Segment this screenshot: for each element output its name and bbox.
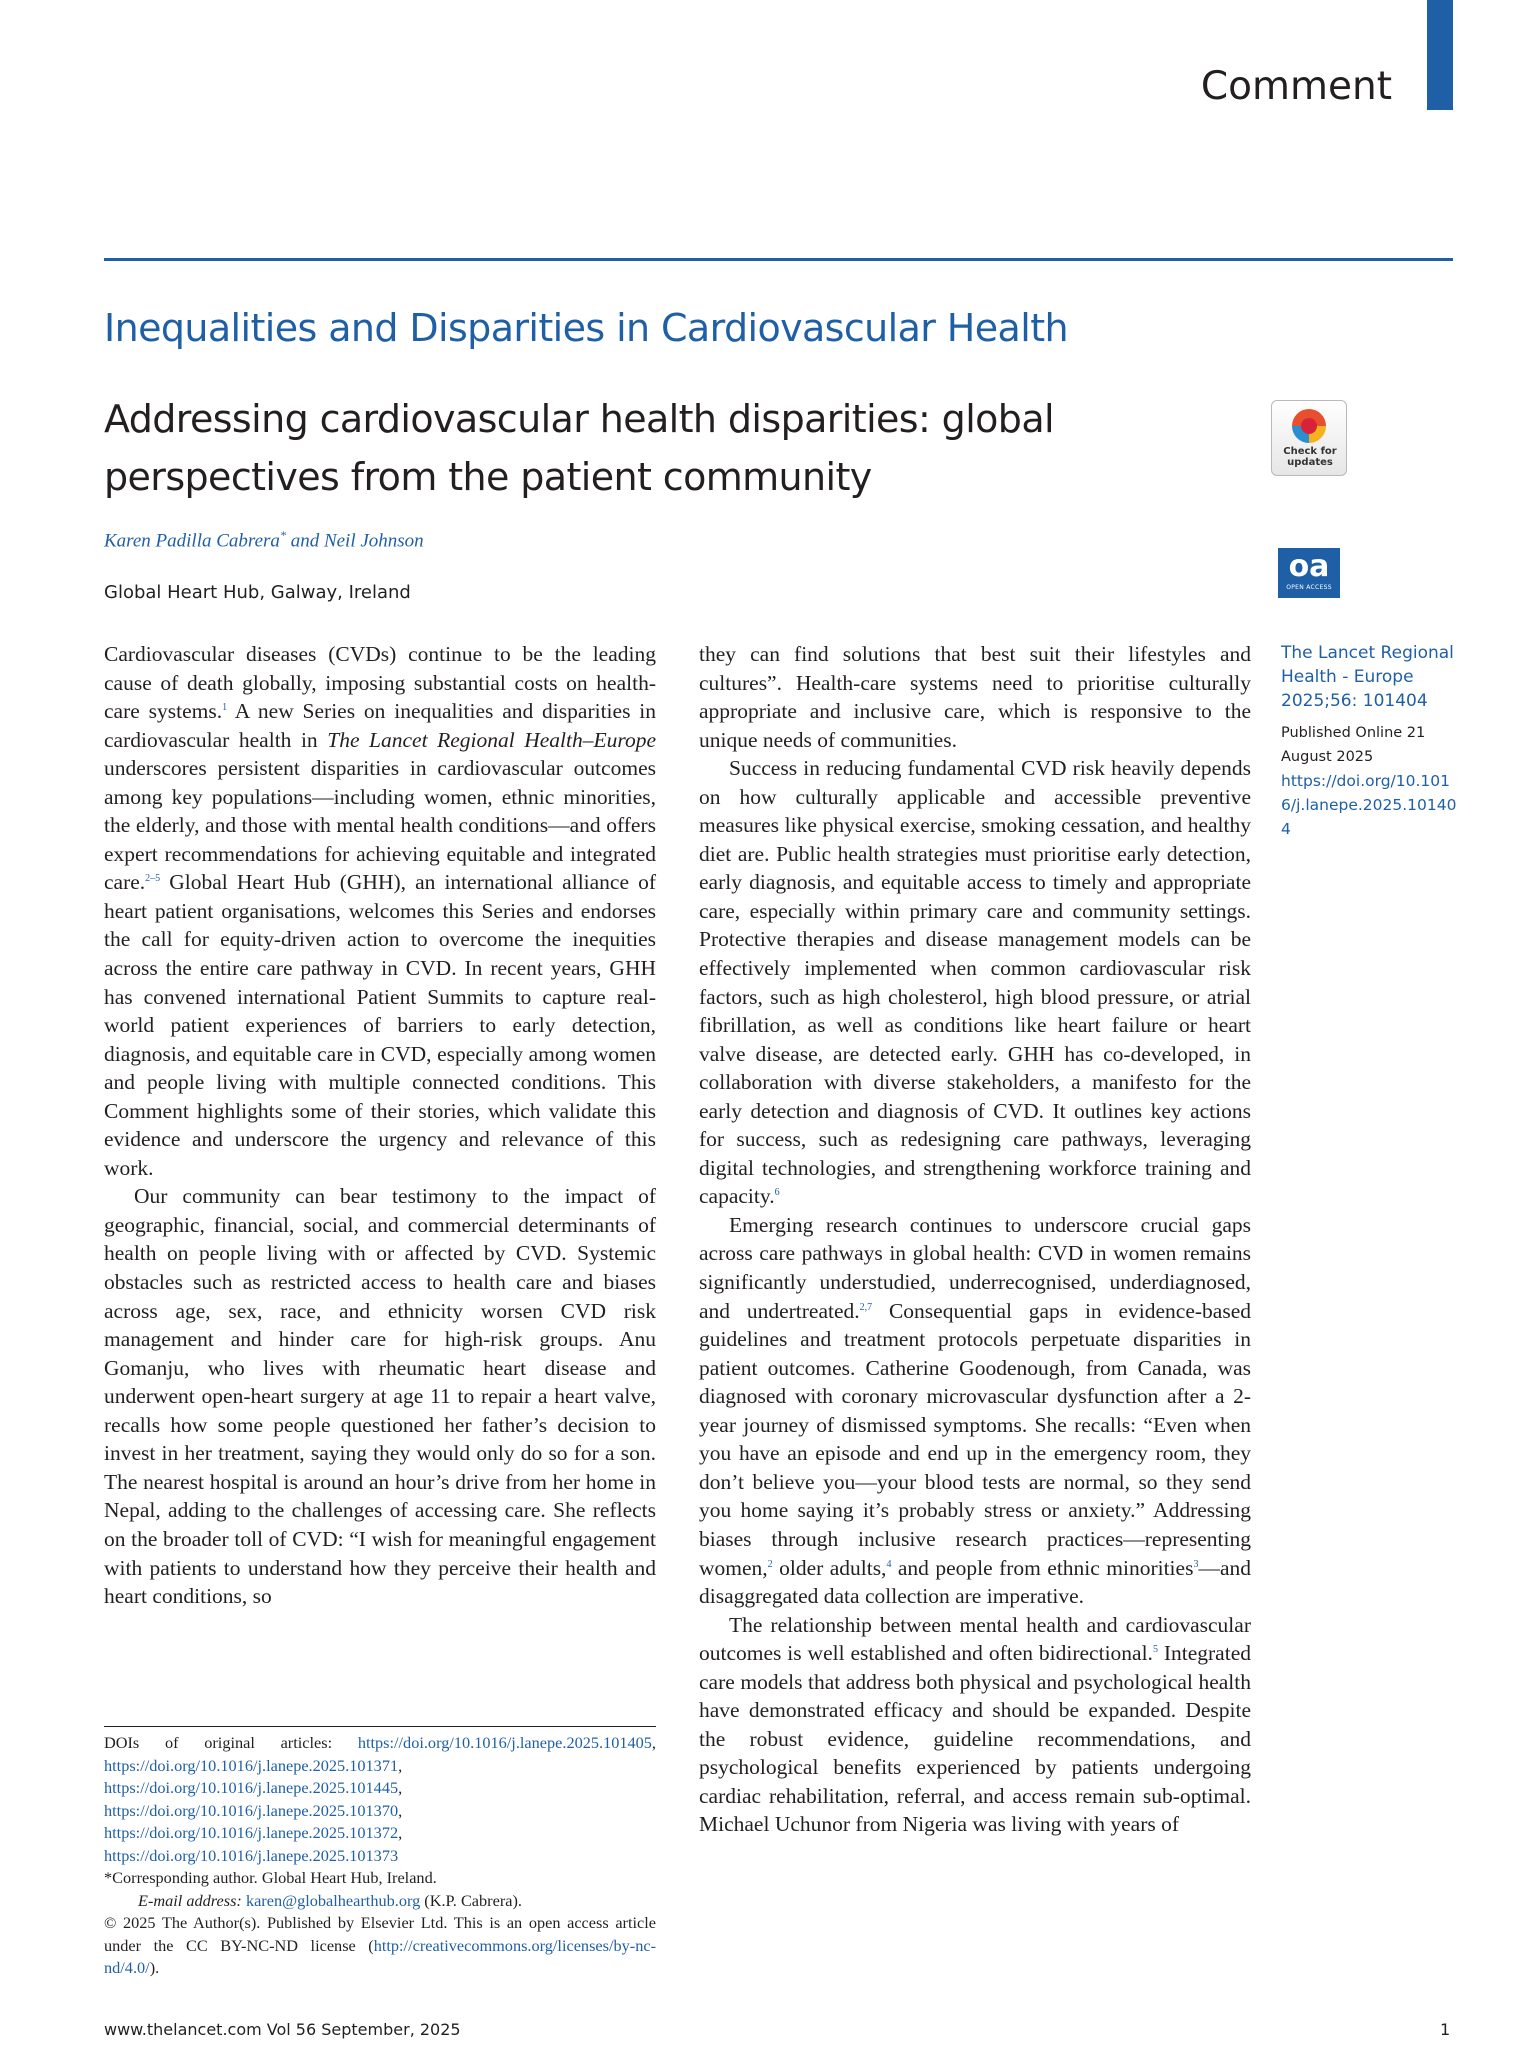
- corresponding-author-note: *Corresponding author. Global Heart Hub, Ireland.: [104, 1868, 437, 1887]
- body-text: older adults,: [772, 1555, 887, 1580]
- author-name[interactable]: Karen Padilla Cabrera: [104, 530, 280, 552]
- doi-link[interactable]: https://doi.org/10.1016/j.lanepe.2025.101371: [104, 1755, 399, 1775]
- oa-logo-text: oa: [1288, 549, 1330, 584]
- crossmark-label: Check for updates: [1283, 446, 1337, 468]
- body-text: Consequential gaps in evidence-based guidelines and treatment protocols perpetuate disparities in patient outcomes. Catherine Goodenough, from Canada, was diagnosed with coronary microvascular dysfunction after a 2-year journey of dismissed symptoms. She recalls: “Even when you have an episode and end up in the emergency room, they don’t believe you—your blood tests are normal, so they send you home saying it’s probably stress or anxiety.” Addressing biases through inclusive research practices—representing women,: [699, 1298, 1251, 1580]
- doi-footnote-label: DOIs of original articles:: [104, 1733, 358, 1752]
- author-list[interactable]: [104, 528, 424, 552]
- journal-citation: The Lancet Regional Health - Europe 2025;56: 101404: [1281, 643, 1454, 711]
- body-text: Emerging research continues to underscore crucial gaps across care pathways in global health: CVD in women remains significantly understudied, underrecognised, underdiagnosed, and undertreated.: [699, 1212, 1251, 1323]
- body-text: Global Heart Hub (GHH), an international alliance of heart patient organisations, welcomes this Series and endorses the call for equity-driven action to overcome the inequities across the entire care pathway in CVD. In recent years, GHH has convened international Patient Summits to capture real-world patient experiences of barriers to early detection, diagnosis, and equitable care in CVD, especially among women and people living with multiple connected conditions. This Comment highlights some of their stories, which validate this evidence and underscore the urgency and relevance of this work.: [104, 870, 656, 1180]
- body-text: Our community can bear testimony to the impact of geographic, financial, social, and commercial determinants of health on people living with or affected by CVD. Systemic obstacles such as restricted access to health care and biases across age, sex, race, and ethnicity worsen CVD risk management and hinder care for high-risk groups. Anu Gomanju, who lives with rheumatic heart disease and underwent open-heart surgery at age 11 to repair a heart valve, recalls how some people questioned her father’s decision to invest in her treatment, saying they would only do so for a son. The nearest hospital is around an hour’s drive from her home in Nepal, adding to the challenges of accessing care. She reflects on the broader toll of CVD: “I wish for meaningful engagement with patients to understand how they perceive their health and heart conditions, so: [104, 1184, 656, 1609]
- body-text: The relationship between mental health and cardiovascular outcomes is well established and often bidirectional.: [699, 1612, 1251, 1666]
- open-access-icon: [1278, 548, 1340, 598]
- footnotes: [104, 1732, 656, 1980]
- body-column-right: [699, 640, 1251, 1839]
- page-number: 1: [1440, 2020, 1451, 2039]
- reference-marker[interactable]: 2: [767, 1558, 773, 1570]
- license-note: [104, 1912, 656, 1980]
- affiliation: Global Heart Hub, Galway, Ireland: [104, 582, 411, 603]
- email-link[interactable]: karen@globalhearthub.org: [245, 1890, 421, 1910]
- body-text: —and disaggregated data collection are imperative.: [699, 1555, 1251, 1609]
- reference-marker[interactable]: 2–5: [145, 873, 161, 885]
- body-column-left: [104, 640, 656, 1611]
- license-end: ).: [149, 1958, 160, 1977]
- article-sidebar: [1281, 641, 1461, 841]
- doi-link[interactable]: https://doi.org/10.1016/j.lanepe.2025.101372: [104, 1823, 399, 1842]
- doi-link[interactable]: https://doi.org/10.1016/j.lanepe.2025.101373: [104, 1845, 399, 1865]
- paragraph: [699, 754, 1251, 1211]
- body-text: A new Series on inequalities and disparities in cardiovascular health in: [104, 699, 656, 752]
- section-label: Comment: [1200, 64, 1392, 109]
- body-text: they can find solutions that best suit their lifestyles and cultures”. Health-care systems need to prioritise culturally appropriate and inclusive care, which is responsive to the unique needs of communities.: [699, 642, 1251, 752]
- article-title: Addressing cardiovascular health disparities: global perspectives from the patient community: [104, 397, 1054, 499]
- published-date: Published Online 21 August 2025: [1281, 725, 1426, 765]
- paragraph: [104, 1182, 656, 1610]
- body-text: and people from ethnic minorities: [891, 1555, 1194, 1580]
- doi-link[interactable]: https://doi.org/10.1016/j.lanepe.2025.101405: [357, 1733, 652, 1752]
- doi-footnote: [104, 1732, 656, 1867]
- doi-links: https://doi.org/10.1016/j.lanepe.2025.101405, https://doi.org/10.1016/j.lanepe.2025.101371, https://doi.org/10.1016/j.lanepe.2025.101445, https://doi.org/10.1016/j.lanepe.2025.101370, https://doi.org/10.1016/j.lanepe.2025.101372, https://doi.org/10.1016/j.lanepe.2025.101373: [104, 1733, 656, 1865]
- reference-marker[interactable]: 5: [1152, 1643, 1158, 1655]
- corresponding-marker: *: [279, 528, 286, 542]
- body-text: Integrated care models that address both physical and psychological health have demonstrated efficacy and should be expanded. Despite the robust evidence, guideline recommendations, and psychological benefits experienced by patients undergoing cardiac rehabilitation, referral, and access remain sub-optimal. Michael Uchunor from Nigeria was living with years of: [699, 1641, 1251, 1837]
- paragraph: [699, 1211, 1251, 1611]
- body-text: Cardiovascular diseases (CVDs) continue to be the leading cause of death globally, imposing substantial costs on health-care systems.: [104, 642, 656, 724]
- reference-marker[interactable]: 2,7: [859, 1301, 873, 1313]
- body-text: underscores persistent disparities in cardiovascular outcomes among key populations—including women, ethnic minorities, the elderly, and those with mental health conditions—and offers expert recommendations for achieving equitable and integrated care.: [104, 756, 656, 895]
- license-text: © 2025 The Author(s). Published by Elsevier Ltd. This is an open access article under the CC BY-NC-ND license (: [104, 1913, 656, 1955]
- header-accent-bar: [1427, 0, 1453, 110]
- reference-marker[interactable]: 6: [774, 1187, 780, 1199]
- footer-journal-line: www.thelancet.com Vol 56 September, 2025: [104, 2020, 461, 2039]
- reference-marker[interactable]: 3: [1193, 1558, 1199, 1570]
- paragraph: [699, 640, 1251, 754]
- check-for-updates-badge[interactable]: [1271, 400, 1347, 476]
- email-note: [104, 1890, 656, 1913]
- email-label: E-mail address:: [138, 1890, 242, 1910]
- license-link[interactable]: http://creativecommons.org/licenses/by-nc-nd/4.0/: [104, 1935, 656, 1977]
- author-name[interactable]: and Neil Johnson: [285, 530, 424, 552]
- header-rule: [104, 258, 1453, 261]
- crossmark-icon: [1292, 409, 1326, 443]
- body-text: Success in reducing fundamental CVD risk heavily depends on how culturally applicable and accessible preventive measures like physical exercise, smoking cessation, and healthy diet are. Public health strategies must prioritise early detection, early diagnosis, and equitable access to timely and appropriate care, especially within primary care and community settings. Protective therapies and disease management models can be effectively implemented when common cardiovascular risk factors, such as high cholesterol, high blood pressure, or atrial fibrillation, as well as conditions like heart failure or heart valve disease, are detected early. GHH has co-developed, in collaboration with diverse stakeholders, a manifesto for the early detection and diagnosis of CVD. It outlines key actions for success, such as redesigning care pathways, leveraging digital technologies, and strengthening workforce training and capacity.: [699, 756, 1251, 1209]
- article-doi-link[interactable]: https://doi.org/10.1016/j.lanepe.2025.101404: [1281, 772, 1457, 838]
- paragraph: [104, 640, 656, 1182]
- doi-link[interactable]: https://doi.org/10.1016/j.lanepe.2025.101370: [104, 1800, 399, 1820]
- reference-marker[interactable]: 4: [886, 1558, 892, 1570]
- paragraph: [699, 1611, 1251, 1839]
- journal-title-text: The Lancet Regional Health–Europe: [327, 727, 657, 752]
- reference-marker[interactable]: 1: [222, 701, 228, 713]
- oa-logo-subtext: OPEN ACCESS: [1286, 584, 1332, 591]
- email-suffix: (K.P. Cabrera).: [420, 1890, 522, 1910]
- doi-link[interactable]: https://doi.org/10.1016/j.lanepe.2025.101445: [104, 1778, 399, 1797]
- series-title: Inequalities and Disparities in Cardiovascular Health: [104, 306, 1068, 350]
- footnote-rule: [104, 1726, 656, 1727]
